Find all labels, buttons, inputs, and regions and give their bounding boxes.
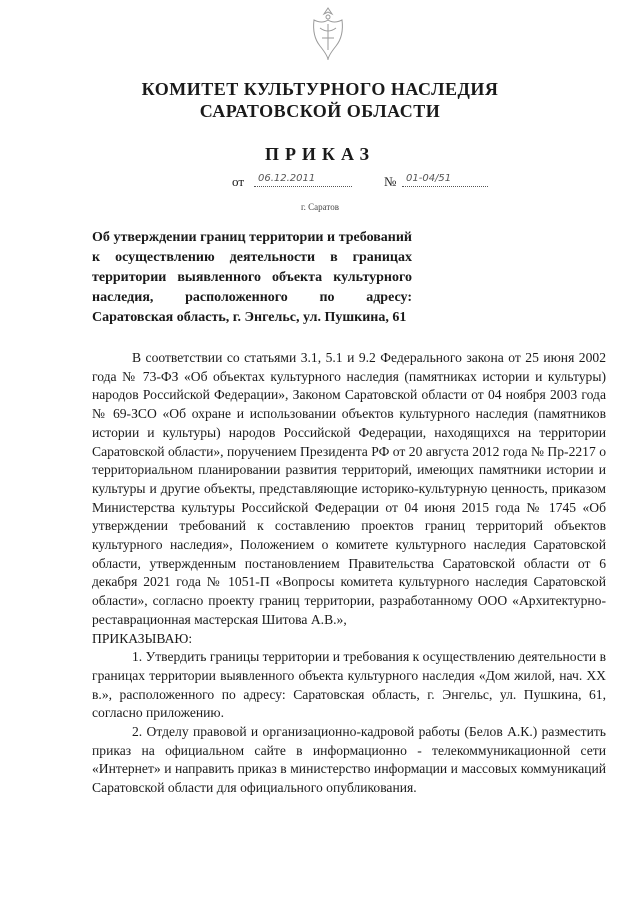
order-date-number-line: [232, 174, 532, 192]
date-label: от: [232, 174, 245, 189]
order-item-2: 2. Отделу правовой и организационно-кадровой работы (Белов А.К.) разместить приказ на официальном сайте в информационно - телекоммуникационной сети «Интернет» и направить приказ в министерство информации и массовых коммуникаций Саратовской области для официального опубликования.: [92, 724, 606, 796]
order-subject-text: Об утверждении границ территории и требований к осуществлению деятельности в границах территории выявленного объекта культурного наследия, расположенного по адресу: Саратовская область, г. Энгельс, ул. Пушкина, 61: [92, 230, 412, 325]
number-label: №: [384, 174, 397, 189]
coat-of-arms-icon: [306, 6, 350, 62]
preamble-paragraph: В соответствии со статьями 3.1, 5.1 и 9.2 Федерального закона от 25 июня 2002 года № 73-ФЗ «Об объектах культурного наследия (памятниках истории и культуры) народов Российской Федерации», Законом Саратовской области от 04 ноября 2003 года № 69-ЗСО «Об охране и использовании объектов культурного наследия (памятников истории и культуры) народов Российской Федерации, находящихся на территории Саратовской области», поручением Президента РФ от 20 августа 2012 года № Пр-2217 о территориальном планировании развития территорий, имеющих памятники истории и культуры и другие объекты, представляющие историко-культурную ценность, приказом Министерства культуры Российской Федерации от 04 июня 2015 года № 1745 «Об утверждении требований к составлению проектов границ территорий объектов культурного наследия», Положением о комитете культурного наследия Саратовской области, утвержденным постановлением Правительства Саратовской области от 6 декабря 2021 года № 1051-П «Вопросы комитета культурного наследия Саратовской области», согласно проекту границ территории, разработанному ООО «Архитектурно-реставрационная мастерская Шитова А.В.»,: [92, 350, 606, 627]
order-body: [92, 349, 606, 798]
organization-name: [100, 78, 540, 122]
org-line-1: КОМИТЕТ КУЛЬТУРНОГО НАСЛЕДИЯ: [141, 79, 499, 99]
number-value: 01-04/51: [402, 172, 488, 187]
city: г. Саратов: [301, 202, 339, 212]
order-item-1: 1. Утвердить границы территории и требования к осуществлению деятельности в границах территории выявленного объекта культурного наследия «Дом жилой, нач. XX в.», расположенного по адресу: Саратовская область, г. Энгельс, ул. Пушкина, 61, согласно приложению.: [92, 649, 606, 721]
order-title: ПРИКАЗ: [264, 144, 376, 164]
order-word: ПРИКАЗЫВАЮ:: [92, 630, 193, 646]
org-line-2: САРАТОВСКОЙ ОБЛАСТИ: [199, 101, 441, 121]
order-subject: [92, 228, 412, 328]
date-value: 06.12.2011: [254, 172, 352, 187]
